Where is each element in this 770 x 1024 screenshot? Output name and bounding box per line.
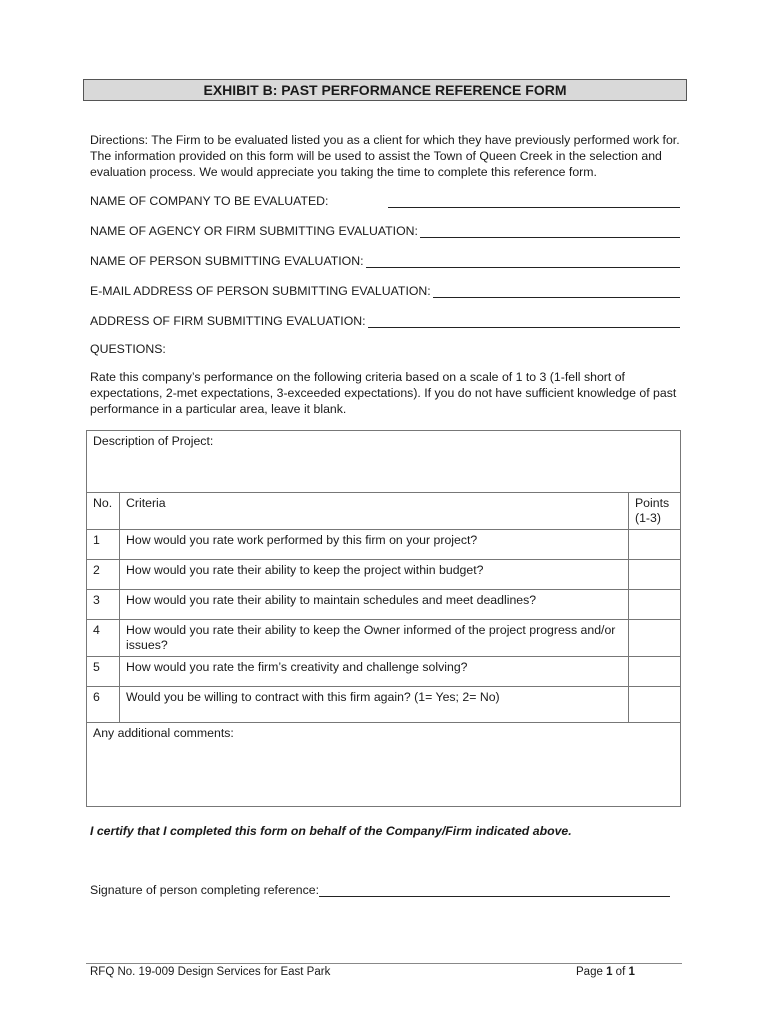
- project-description-label: Description of Project:: [93, 434, 214, 448]
- row-points-cell[interactable]: [628, 560, 680, 590]
- row-number: 6: [87, 687, 120, 723]
- table-row: [87, 530, 681, 560]
- company-field-label: NAME OF COMPANY TO BE EVALUATED:: [90, 194, 329, 208]
- table-row: [87, 560, 681, 590]
- address-field-line[interactable]: [368, 313, 680, 328]
- header-no: No.: [87, 493, 120, 530]
- row-criteria: Would you be willing to contract with this firm again? (1= Yes; 2= No): [119, 687, 628, 723]
- person-field-line[interactable]: [366, 253, 680, 268]
- row-criteria: How would you rate the firm’s creativity and challenge solving?: [119, 657, 628, 687]
- header-points-label: Points: [634, 496, 670, 510]
- signature-row: [90, 882, 670, 897]
- row-criteria: How would you rate work performed by this firm on your project?: [119, 530, 628, 560]
- footer-page-number: [576, 966, 635, 978]
- table-row: [87, 687, 681, 723]
- row-points-cell[interactable]: [628, 657, 680, 687]
- email-field-row: [90, 280, 680, 298]
- footer-page-total: 1: [628, 966, 635, 978]
- header-criteria: Criteria: [119, 493, 628, 530]
- certification-statement: I certify that I completed this form on behalf of the Company/Firm indicated above.: [90, 824, 572, 838]
- directions-text: Directions: The Firm to be evaluated listed you as a client for which they have previously performed work for. The information provided on this form will be used to assist the Town of Queen Creek in the selection and evaluation process. We would appreciate you taking the time to complete this reference form.: [90, 133, 680, 179]
- row-number: 2: [87, 560, 120, 590]
- agency-field-label: NAME OF AGENCY OR FIRM SUBMITTING EVALUATION:: [90, 224, 418, 238]
- row-points-cell[interactable]: [628, 590, 680, 620]
- table-row: [87, 657, 681, 687]
- row-criteria: How would you rate their ability to keep the project within budget?: [119, 560, 628, 590]
- row-number: 3: [87, 590, 120, 620]
- company-field-line[interactable]: [388, 193, 680, 208]
- footer-divider: [86, 963, 682, 964]
- row-criteria: How would you rate their ability to keep the Owner informed of the project progress and/or issues?: [119, 620, 628, 657]
- agency-field-line[interactable]: [420, 223, 680, 238]
- project-description-cell[interactable]: [87, 431, 681, 493]
- criteria-table: [86, 430, 681, 807]
- signature-line[interactable]: [319, 882, 670, 897]
- footer-page-word: Page: [576, 966, 603, 978]
- footer-page-of: of: [615, 966, 626, 978]
- person-field-label: NAME OF PERSON SUBMITTING EVALUATION:: [90, 254, 364, 268]
- signature-label: Signature of person completing reference:: [90, 883, 319, 897]
- address-field-label: ADDRESS OF FIRM SUBMITTING EVALUATION:: [90, 314, 366, 328]
- company-field-row: [90, 190, 680, 208]
- table-row: [87, 620, 681, 657]
- header-points-range: (1-3): [634, 511, 661, 525]
- rating-instructions: Rate this company’s performance on the following criteria based on a scale of 1 to 3 (1-fell short of expectations, 2-met expectations, 3-exceeded expectations). If you do not have sufficient knowledge of past performance in a particular area, leave it blank.: [90, 370, 677, 416]
- email-field-line[interactable]: [433, 283, 680, 298]
- row-points-cell[interactable]: [628, 687, 680, 723]
- footer-page-current: 1: [606, 966, 613, 978]
- row-points-cell[interactable]: [628, 530, 680, 560]
- row-number: 4: [87, 620, 120, 657]
- agency-field-row: [90, 220, 680, 238]
- row-number: 5: [87, 657, 120, 687]
- footer-rfq-text: RFQ No. 19-009 Design Services for East Park: [90, 966, 331, 978]
- address-field-row: [90, 310, 680, 328]
- row-number: 1: [87, 530, 120, 560]
- table-row: [87, 590, 681, 620]
- person-field-row: [90, 250, 680, 268]
- additional-comments-label: Any additional comments:: [93, 726, 234, 740]
- row-criteria: How would you rate their ability to maintain schedules and meet deadlines?: [119, 590, 628, 620]
- header-points: [628, 493, 680, 530]
- email-field-label: E-MAIL ADDRESS OF PERSON SUBMITTING EVALUATION:: [90, 284, 431, 298]
- additional-comments-cell[interactable]: [87, 723, 681, 807]
- row-points-cell[interactable]: [628, 620, 680, 657]
- questions-heading: QUESTIONS:: [90, 342, 166, 356]
- form-title: EXHIBIT B: PAST PERFORMANCE REFERENCE FORM: [83, 79, 687, 101]
